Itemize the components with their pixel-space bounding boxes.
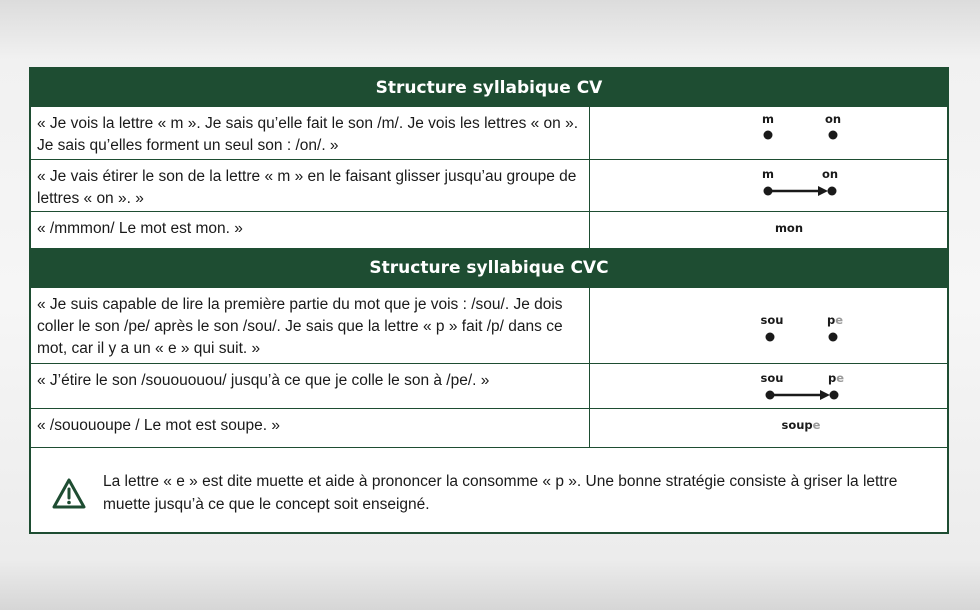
row-diagram [590,364,947,408]
row-diagram [590,160,947,211]
section-header-cv [31,69,947,107]
row-text: « /souououpe / Le mot est soupe. » [31,409,590,447]
sound-dot [766,333,775,342]
row-diagram [590,288,947,363]
row-text: « Je suis capable de lire la première partie du mot que je vois : /sou/. Je dois coller le son /pe/ après le son /sou/. Je sais que la lettre « p » fait /p/ dans ce mot, car il y a un « e » qui suit. » [31,288,590,363]
sound-arrow-diagram [590,160,947,212]
note-box [31,447,947,534]
section-header-cvc [31,248,947,288]
section-title-cvc: Structure syllabique CVC [369,258,609,278]
label-pe [827,313,843,327]
table-row [31,211,947,248]
row-diagram [590,212,947,248]
row-text: « Je vais étirer le son de la lettre « m » en le faisant glisser jusqu’au groupe de lettres « on ». » [31,160,590,211]
row-text: « /mmmon/ Le mot est mon. » [31,212,590,248]
label-m: m [762,167,774,181]
table-row [31,288,947,363]
note-text: La lettre « e » est dite muette et aide à prononcer la consomme « p ». Une bonne stratégie consiste à griser la lettre muette jusqu’à ce que le concept soit enseigné. [103,473,898,513]
table-row [31,408,947,447]
table-row [31,107,947,159]
syllable-structure-table [29,67,949,534]
silent-letter-e: e [812,418,821,432]
word-diagram [590,409,947,448]
table-row [31,159,947,211]
silent-letter-e: e [836,371,845,385]
word-soupe [782,418,821,432]
word-soup: soup [781,418,813,432]
sound-arrow-diagram [590,364,947,409]
sound-dot [830,391,839,400]
sound-dot [829,131,838,140]
row-text: « J’étire le son /souououou/ jusqu’à ce que je colle le son à /pe/. » [31,364,590,408]
label-p: p [826,313,836,327]
sound-dot [828,187,837,196]
label-pe [828,371,844,385]
arrow-head-icon [818,186,828,196]
row-diagram [590,107,947,159]
label-p: p [827,371,837,385]
silent-letter-e: e [835,313,844,327]
sound-dot [829,333,838,342]
row-diagram [590,409,947,447]
sound-dots-diagram [590,288,947,363]
row-text: « Je vois la lettre « m ». Je sais qu’elle fait le son /m/. Je vois les lettres « on ». Je sais qu’elles forment un seul son : /on/. » [31,107,590,159]
arrow-head-icon [820,390,830,400]
label-sou: sou [760,313,784,327]
word-diagram [590,212,947,249]
label-m: m [762,112,774,126]
sound-dot [764,131,773,140]
sound-dots-diagram [590,107,947,159]
warning-triangle-icon [51,477,87,511]
word-mon: mon [774,221,804,235]
label-sou: sou [760,371,784,385]
label-on: on [821,167,839,181]
table-row [31,363,947,408]
section-title-cv: Structure syllabique CV [375,78,603,98]
label-on: on [824,112,842,126]
